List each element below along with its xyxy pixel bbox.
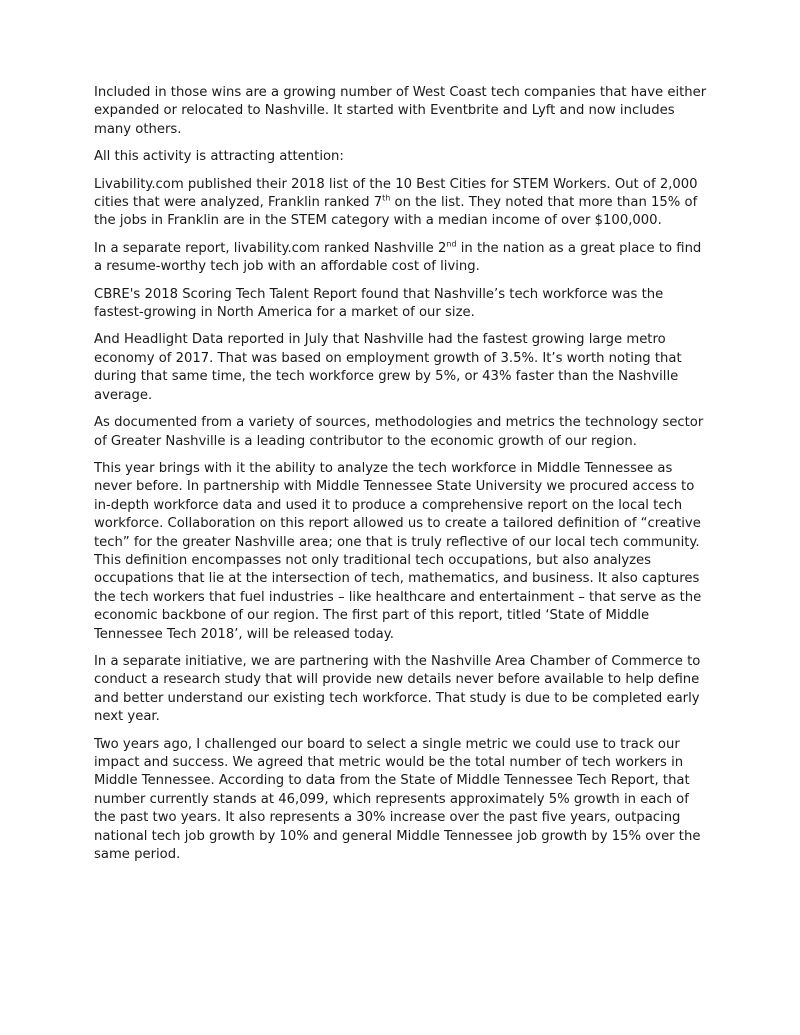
document-page bbox=[94, 84, 710, 873]
paragraph-text: Two years ago, I challenged our board to select a single metric we could use to track our impact and success. We agreed that metric would be the total number of tech workers in Middle Tennessee. According to data from the State of Middle Tennessee Tech Report, that number currently stands at 46,099, which represents approximately 5% growth in each of the past two years. It also represents a 30% increase over the past five years, outpacing national tech job growth by 10% and general Middle Tennessee job growth by 15% over the same period. bbox=[94, 736, 701, 863]
paragraph-text: All this activity is attracting attention: bbox=[94, 149, 344, 165]
paragraph-text: In a separate initiative, we are partnering with the Nashville Area Chamber of Commerce to conduct a research study that will provide new details never before available to help define and better understand our existing tech workforce. That study is due to be completed early next year. bbox=[94, 653, 701, 725]
paragraph-text: CBRE's 2018 Scoring Tech Talent Report found that Nashville’s tech workforce was the fastest-growing in North America for a market of our size. bbox=[94, 286, 664, 321]
paragraph-3 bbox=[94, 176, 710, 231]
paragraph-6 bbox=[94, 331, 710, 405]
ordinal-suffix: nd bbox=[446, 239, 457, 249]
paragraph-text: Livability.com published their 2018 list of the 10 Best Cities for STEM Workers. Out of 2,000 cities that were analyzed, Franklin ranked 7 bbox=[94, 176, 698, 211]
paragraph-text: In a separate report, livability.com ranked Nashville 2 bbox=[94, 240, 447, 256]
paragraph-4 bbox=[94, 240, 710, 277]
paragraph-8 bbox=[94, 460, 710, 644]
paragraph-text: As documented from a variety of sources, methodologies and metrics the technology sector of Greater Nashville is a leading contributor to the economic growth of our region. bbox=[94, 415, 704, 449]
paragraph-5 bbox=[94, 286, 710, 323]
paragraph-7 bbox=[94, 414, 710, 451]
paragraph-2 bbox=[94, 148, 710, 166]
paragraph-text: in the nation as a great place to find a resume-worthy tech job with an affordable cost of living. bbox=[94, 240, 702, 275]
paragraph-1 bbox=[94, 84, 710, 139]
paragraph-text: And Headlight Data reported in July that Nashville had the fastest growing large metro economy of 2017. That was based on employment growth of 3.5%. It’s worth noting that during that same time, the tech workforce grew by 5%, or 43% faster than the Nashville average. bbox=[94, 332, 682, 403]
paragraph-text: on the list. They noted that more than 15% of the jobs in Franklin are in the STEM category with a median income of over $100,000. bbox=[94, 195, 698, 229]
paragraph-text: This year brings with it the ability to analyze the tech workforce in Middle Tennessee as never before. In partnership with Middle Tennessee State University we procured access to in-depth workforce data and used it to produce a comprehensive report on the local tech workforce. Collaboration on this report allowed us to create a tailored definition of “creative tech” for the greater Nashville area; one that is truly reflective of our local tech community. This definition encompasses not only traditional tech occupations, but also analyzes occupations that lie at the intersection of tech, mathematics, and business. It also captures the tech workers that fuel industries – like healthcare and entertainment – that serve as the economic backbone of our region. The first part of this report, titled ‘State of Middle Tennessee Tech 2018’, will be released today. bbox=[94, 460, 702, 642]
paragraph-10 bbox=[94, 736, 710, 865]
paragraph-text: Included in those wins are a growing number of West Coast tech companies that have either expanded or relocated to Nashville. It started with Eventbrite and Lyft and now includes many others. bbox=[94, 85, 707, 137]
paragraph-9 bbox=[94, 653, 710, 727]
ordinal-suffix: th bbox=[382, 193, 391, 203]
